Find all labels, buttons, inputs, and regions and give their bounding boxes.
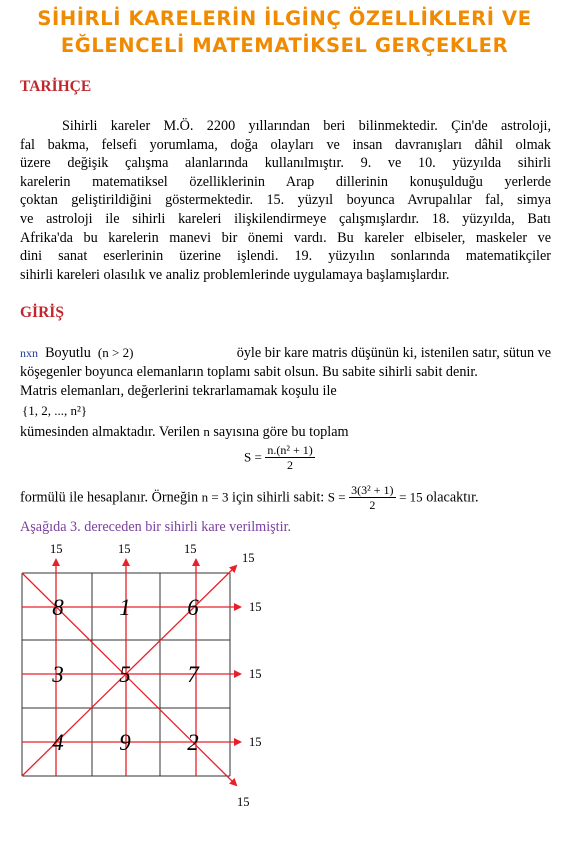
- intro-line-3: Matris elemanları, değerlerini tekrarlamamak koşulu ile: [20, 383, 337, 399]
- formula-lhs: S =: [244, 449, 262, 465]
- history-line: Sihirli kareler M.Ö. 2200 yıllarından beri bilinmektedir. Çin'de astroloji,: [62, 118, 551, 134]
- intro-text: öyle bir kare matris düşünün ki, istenilen satır, sütun ve: [236, 345, 551, 361]
- column-sum-label: 15: [184, 542, 197, 556]
- cell-value: 1: [119, 595, 131, 620]
- cell-values: [51, 595, 200, 755]
- example-lhs: S =: [327, 489, 346, 505]
- intro-text: Boyutlu: [45, 345, 91, 361]
- cell-value: 9: [119, 730, 131, 755]
- intro-line-2: köşegenler boyunca elemanların toplamı sabit olsun. Bu sabite sihirli sabit denir.: [20, 364, 478, 380]
- row-sum-label: 15: [249, 600, 262, 614]
- cell-value: 6: [187, 595, 199, 620]
- square-caption: Aşağıda 3. dereceden bir sihirli kare verilmiştir.: [20, 519, 292, 535]
- cell-value: 7: [187, 662, 199, 687]
- cell-value: 8: [52, 595, 64, 620]
- intro-text: sayısına göre bu toplam: [213, 424, 349, 440]
- cell-value: 2: [187, 730, 199, 755]
- row-sum-label: 15: [249, 735, 262, 749]
- history-line: sihirli kareleri olasılık ve analiz problemlerinde uygulamaya başlamışlardır.: [20, 266, 450, 283]
- diagonal-sum-label: 15: [237, 795, 250, 809]
- intro-text: formülü ile hesaplanır. Örneğin: [20, 489, 199, 506]
- nxn-label: nxn: [20, 346, 38, 360]
- example-numerator: 3(3² + 1): [351, 483, 394, 497]
- column-sum-label: 15: [50, 542, 63, 556]
- title-line-1: SİHİRLİ KARELERİN İLGİNÇ ÖZELLİKLERİ VE: [37, 7, 532, 30]
- history-line: karelerin matematiksel özelliklerinin Arap dillerinin konuşulduğu yerlerde: [20, 173, 551, 190]
- cell-value: 3: [52, 662, 64, 687]
- row-sum-label: 15: [249, 667, 262, 681]
- condition: (n > 2): [97, 345, 134, 360]
- history-line: üzere değişik çalışma alanlarında kullanılmıştır. 9. ve 10. yüzyılda sihirli: [20, 155, 551, 172]
- history-line: çoktan geliştirildiğini göstermektedir. 15. yüzyıl boyunca Avrupalılar fal, simya: [20, 192, 551, 209]
- title-line-2: EĞLENCELİ MATEMATİKSEL GERÇEKLER: [60, 34, 509, 57]
- formula-numerator: n.(n² + 1): [267, 443, 313, 457]
- intro-text: için sihirli sabit:: [232, 489, 325, 506]
- n-variable: n: [203, 424, 210, 439]
- formula-denominator: 2: [287, 458, 294, 472]
- intro-text: olacaktır.: [426, 489, 479, 506]
- column-sum-label: 15: [118, 542, 131, 556]
- intro-heading: GİRİŞ: [20, 304, 64, 321]
- diagonal-sum-label: 15: [242, 551, 255, 565]
- number-set: {1, 2, ..., n²}: [22, 403, 88, 418]
- intro-text: kümesinden almaktadır. Verilen: [20, 424, 200, 440]
- example-denominator: 2: [369, 498, 376, 512]
- cell-value: 4: [52, 730, 64, 755]
- history-heading: TARİHÇE: [20, 78, 92, 95]
- history-line: dini sanat eserlerinin üzerine işlendi. 19. yüzyılın sonlarında matematikçiler: [20, 248, 551, 265]
- example-n: n = 3: [201, 489, 229, 505]
- history-line: ve astroloji ile sihirli kareleri ilişkilendirmeye çalışmışlardır. 18. yüzyılda, Batı: [20, 210, 551, 227]
- history-line: Afrika'da bu karelerin manevi bir önemi vardı. Bu kareler elbiseler, maskeler ve: [20, 229, 551, 246]
- example-result: = 15: [399, 489, 423, 505]
- history-line: fal bakma, felsefi yorumlama, doğa olayları ve insan davranışları dâhil olmak: [20, 136, 551, 153]
- cell-value: 5: [119, 662, 131, 687]
